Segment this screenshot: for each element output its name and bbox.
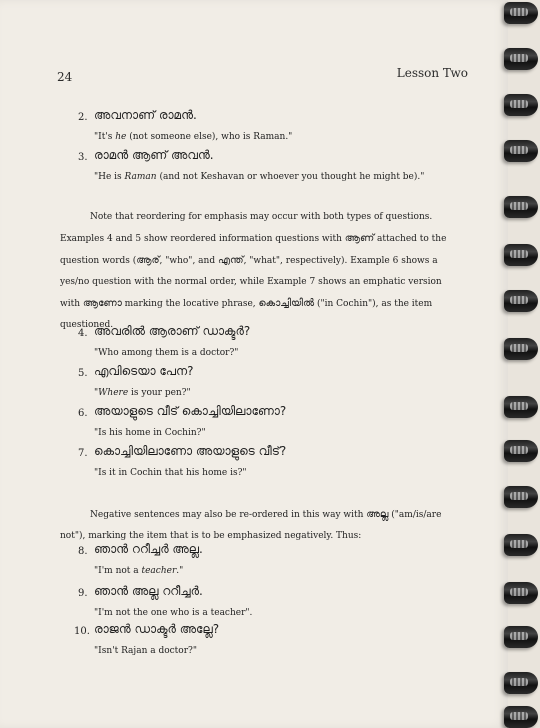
running-header: Lesson Two	[396, 66, 468, 80]
binding-ring	[504, 486, 538, 508]
english-gloss: "He is Raman (and not Keshavan or whoever you thought he might be)."	[94, 172, 425, 182]
malayalam-sentence: ഞാൻ അല്ല ററീച്ചർ.	[94, 584, 203, 598]
english-gloss: "It's he (not someone else), who is Raman."	[94, 132, 293, 142]
body-paragraph: Note that reordering for emphasis may occur with both types of questions. Examples 4 and 5 show reordered information questions with ആണ് attached to the question words (ആര്, "who", and എന്ത്, "what", respectively). Example 6 shows a yes/no question with the normal order, while Example 7 shows an emphatic version with ആണോ marking the locative phrase, കൊച്ചിയിൽ ("in Cochin"), as the item questioned.	[60, 212, 447, 330]
malayalam-sentence: രാമൻ ആണ് അവൻ.	[94, 148, 214, 162]
malayalam-sentence: എവിടെയാ പേന?	[94, 364, 194, 378]
english-gloss: "Is his home in Cochin?"	[94, 428, 206, 438]
malayalam-sentence: അവരിൽ ആരാണ് ഡാക്ടർ?	[94, 324, 251, 338]
example-number: 8.	[78, 546, 88, 557]
example-number: 10.	[74, 626, 90, 637]
english-gloss: "Is it in Cochin that his home is?"	[94, 468, 247, 478]
binding-ring	[504, 48, 538, 70]
binding-ring	[504, 140, 538, 162]
english-gloss: "Where is your pen?"	[94, 388, 191, 398]
binding-ring	[504, 582, 538, 604]
binding-ring	[504, 534, 538, 556]
english-gloss: "Isn't Rajan a doctor?"	[94, 646, 197, 656]
binding-ring	[504, 672, 538, 694]
binding-ring	[504, 440, 538, 462]
example-number: 3.	[78, 152, 88, 163]
malayalam-sentence: അവനാണ് രാമൻ.	[94, 108, 197, 122]
example-number: 2.	[78, 112, 88, 123]
example-number: 6.	[78, 408, 88, 419]
binding-ring	[504, 244, 538, 266]
binding-ring	[504, 338, 538, 360]
malayalam-sentence: കൊച്ചിയിലാണോ അയാളുടെ വീട്?	[94, 444, 287, 458]
malayalam-sentence: അയാളുടെ വീട് കൊച്ചിയിലാണോ?	[94, 404, 287, 418]
binding-ring	[504, 396, 538, 418]
malayalam-sentence: രാജൻ ഡാക്ടർ അല്ലേ?	[94, 622, 220, 636]
binding-ring	[504, 196, 538, 218]
english-gloss: "I'm not a teacher."	[94, 566, 184, 576]
example-number: 5.	[78, 368, 88, 379]
example-number: 4.	[78, 328, 88, 339]
binding-ring	[504, 290, 538, 312]
binding-ring	[504, 94, 538, 116]
malayalam-sentence: ഞാൻ ററീച്ചർ അല്ല.	[94, 542, 203, 556]
spiral-binding	[500, 0, 540, 728]
english-gloss: "Who among them is a doctor?"	[94, 348, 239, 358]
binding-ring	[504, 2, 538, 24]
example-number: 7.	[78, 448, 88, 459]
binding-ring	[504, 626, 538, 648]
body-paragraph: Negative sentences may also be re-ordered in this way with അല്ല ("am/is/are not"), marking the item that is to be emphasized negatively. Thus:	[60, 509, 442, 541]
page-number: 24	[57, 70, 73, 84]
binding-ring	[504, 706, 538, 728]
example-number: 9.	[78, 588, 88, 599]
english-gloss: "I'm not the one who is a teacher".	[94, 608, 253, 618]
